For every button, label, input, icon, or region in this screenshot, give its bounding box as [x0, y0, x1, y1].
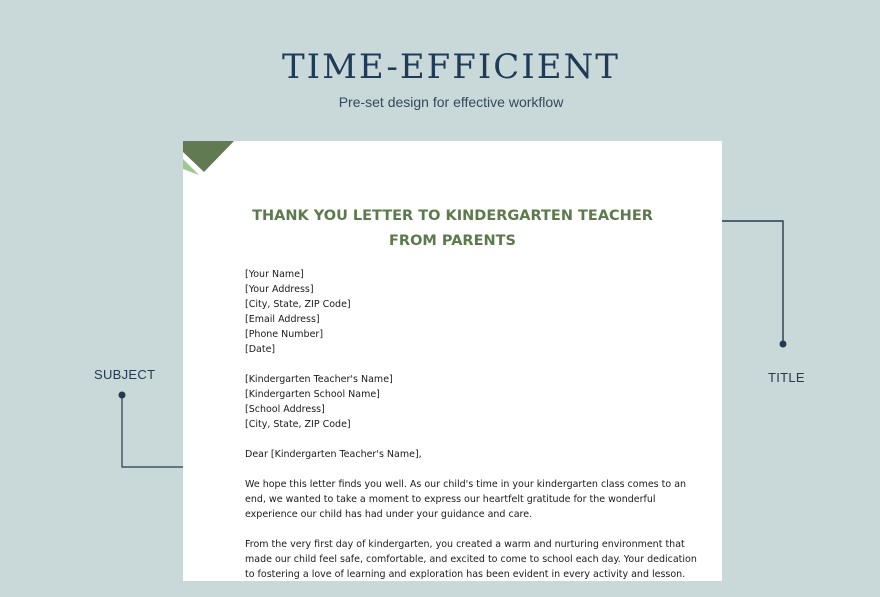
salutation [245, 447, 665, 462]
paragraph [245, 477, 687, 522]
salutation-line: Dear [Kindergarten Teacher's Name], [245, 449, 422, 460]
recipient-line: [School Address] [245, 404, 325, 415]
recipient-block [245, 372, 665, 432]
title-callout-dot [780, 341, 787, 348]
title-callout-label: TITLE [768, 370, 805, 385]
sender-line: [Your Address] [245, 284, 314, 295]
page-title: TIME-EFFICIENT [282, 47, 620, 87]
subject-callout-label: SUBJECT [94, 367, 156, 382]
page-subtitle: Pre-set design for effective workflow [338, 94, 564, 110]
paragraph-line: From the very first day of kindergarten, you created a warm and nurturing environment that [245, 539, 685, 550]
sender-line: [City, State, ZIP Code] [245, 299, 351, 310]
paragraph-line: end, we wanted to take a moment to express our heartfelt gratitude for the wonderful [245, 494, 656, 505]
letter-document [183, 141, 722, 581]
sender-line: [Date] [245, 344, 276, 355]
document-title-line: THANK YOU LETTER TO KINDERGARTEN TEACHER [252, 208, 653, 224]
paragraph-line: to fostering a love of learning and exploration has been evident in every activity and lesson. [245, 569, 686, 580]
paragraph [245, 537, 697, 582]
paragraph-line: We hope this letter finds you well. As our child's time in your kindergarten class comes to an [245, 479, 687, 490]
paragraph-line: made our child feel safe, comfortable, and excited to come to school each day. Your dedication [245, 554, 697, 565]
letter-body [245, 267, 697, 597]
sender-line: [Phone Number] [245, 329, 324, 340]
sender-line: [Email Address] [245, 314, 320, 325]
sender-block [245, 267, 665, 357]
subject-callout-dot [119, 392, 126, 399]
recipient-line: [City, State, ZIP Code] [245, 419, 351, 430]
document-title [183, 204, 722, 254]
recipient-line: [Kindergarten School Name] [245, 389, 380, 400]
corner-decoration [183, 141, 243, 177]
recipient-line: [Kindergarten Teacher's Name] [245, 374, 393, 385]
paragraph-line: experience our child has had under your guidance and care. [245, 509, 533, 520]
sender-line: [Your Name] [245, 269, 304, 280]
document-title-line: FROM PARENTS [389, 233, 516, 249]
